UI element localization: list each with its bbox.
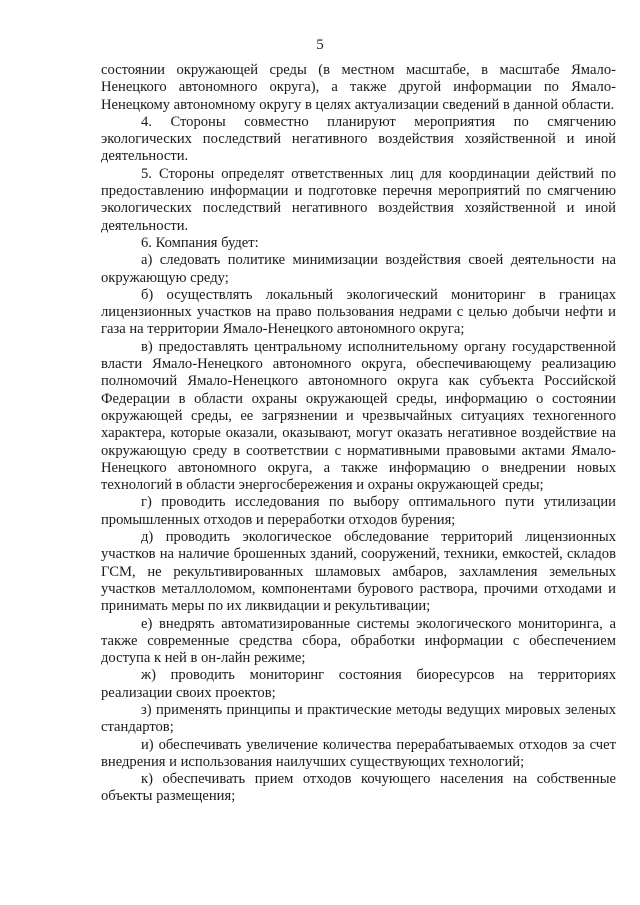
item-i: и) обеспечивать увеличение количества перерабатываемых отходов за счет внедрения и использования наилучших существующих технологий; — [101, 736, 616, 770]
item-k: к) обеспечивать прием отходов кочующего населения на собственные объекты размещения; — [101, 771, 616, 805]
item-a: а) следовать политике минимизации воздействия своей деятельности на окружающую среду; — [101, 252, 616, 286]
item-b: б) осуществлять локальный экологический мониторинг в границах лицензионных участков на право пользования недрами с целью добычи нефти и газа на территории Ямало-Ненецкого автономного округа; — [101, 286, 616, 338]
item-zh: ж) проводить мониторинг состояния биоресурсов на территориях реализации своих проектов; — [101, 667, 616, 701]
page-number: 5 — [316, 37, 324, 53]
document-body — [101, 62, 616, 806]
item-d: д) проводить экологическое обследование территорий лицензионных участков на наличие брошенных зданий, сооружений, техники, емкостей, складов ГСМ, не рекультивированных шламовых амбаров, захламления земельных участков металлоломом, компонентами бурового раствора, прочими отходами и принимать меры по их ликвидации и рекультивации; — [101, 529, 616, 615]
item-v: в) предоставлять центральному исполнительному органу государственной власти Ямало-Ненецкого автономного округа, обеспечивающему реализацию полномочий Ямало-Ненецкого автономного округа как субъекта Российской Федерации в области охраны окружающей среды, информацию о состоянии окружающей среды, ее загрязнении и чрезвычайных ситуациях техногенного характера, которые оказали, оказывают, могут оказать негативное воздействие на окружающую среду в соответствии с нормативными правовыми актами Ямало-Ненецкого автономного округа, а также информацию о внедрении новых технологий в области энергосбережения и охраны окружающей среды; — [101, 338, 616, 494]
paragraph-6: 6. Компания будет: — [141, 234, 259, 251]
paragraph-4: 4. Стороны совместно планируют мероприятия по смягчению экологических последствий негативного воздействия хозяйственной и иной деятельности. — [101, 113, 616, 165]
paragraph-5: 5. Стороны определят ответственных лиц для координации действий по предоставлению информации и подготовке перечня мероприятий по смягчению экологических последствий негативного воздействия хозяйственной и иной деятельности. — [101, 165, 616, 234]
item-g: г) проводить исследования по выбору оптимального пути утилизации промышленных отходов и переработки отходов бурения; — [101, 494, 616, 528]
paragraph-continuation: состоянии окружающей среды (в местном масштабе, в масштабе Ямало-Ненецкого автономного округа), а также другой информации по Ямало-Ненецкому автономному округу в целях актуализации сведений в данной области. — [101, 62, 616, 113]
item-z: з) применять принципы и практические методы ведущих мировых зеленых стандартов; — [101, 701, 616, 736]
item-e: е) внедрять автоматизированные системы экологического мониторинга, а также современные средства сбора, обработки информации с обеспечением доступа к ней в он-лайн режиме; — [101, 615, 616, 667]
